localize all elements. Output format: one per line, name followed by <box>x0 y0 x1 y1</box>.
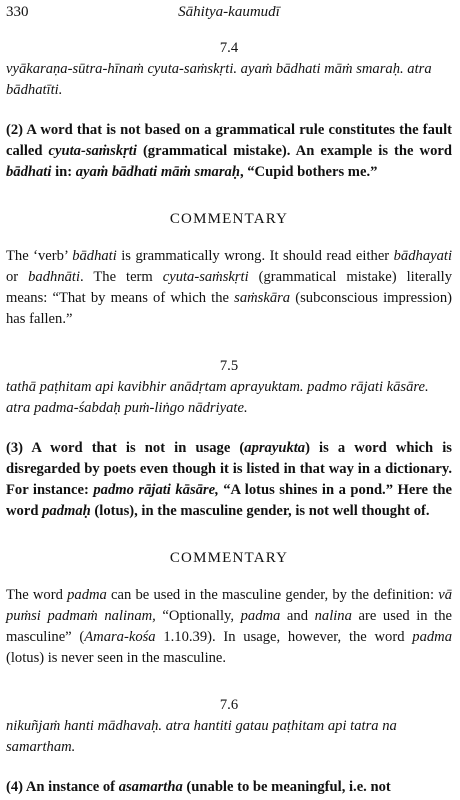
text-run: (lotus), in the masculine gender, is not well thought of. <box>90 503 430 519</box>
italic-term: padma <box>240 608 281 624</box>
italic-term: nalina <box>314 608 352 624</box>
italic-term: aprayukta <box>244 440 306 456</box>
sanskrit-verse: tathā paṭhitam api kavibhir anādṛtam aprayuktam. padmo rājati kāsāre. atra padma-śabdaḥ puṁ-liṅgo nādriyate. <box>6 379 429 416</box>
italic-term: cyuta-saṁskṛti <box>162 269 249 285</box>
text-run: and <box>280 608 315 624</box>
italic-term: padmo rājati kāsāre, <box>93 482 219 498</box>
text-run: 1.10.39). In usage, however, the word <box>155 629 413 645</box>
text-run: . The term <box>80 269 163 285</box>
verse-number: 7.6 <box>219 697 239 713</box>
text-run: can be used in the masculine gender, by the definition: <box>106 587 439 603</box>
text-run: (3) A word that is not in usage ( <box>6 440 245 456</box>
italic-term: padma <box>412 629 452 645</box>
commentary-text <box>6 585 452 669</box>
text-run: “Optionally, <box>155 608 241 624</box>
italic-term: saṁskāra <box>234 290 291 306</box>
text-run: The word <box>6 587 68 603</box>
italic-term: bādhayati <box>393 248 452 264</box>
verse-translation <box>6 777 452 798</box>
verse-number: 7.4 <box>219 40 239 56</box>
commentary-heading: COMMENTARY <box>169 550 289 566</box>
verse-translation <box>6 438 452 522</box>
text-run: (subconscious impression) has fallen.” <box>6 290 452 327</box>
verse-translation <box>6 120 452 183</box>
text-run: (lotus) is never seen in the masculine. <box>6 650 227 666</box>
text-run: (unable to be meaningful, i.e. not <box>182 779 391 795</box>
text-run: or <box>6 269 29 285</box>
italic-term: bādhati <box>72 248 117 264</box>
page-number: 330 <box>6 4 29 20</box>
italic-term: padmaḥ <box>42 503 91 519</box>
text-run: in: <box>51 164 76 180</box>
text-run: (grammatical mistake) literally means: “That by means of which the <box>6 269 452 306</box>
text-run: , “Cupid bothers me.” <box>239 164 378 180</box>
verse-number: 7.5 <box>219 358 239 374</box>
text-run: ) is a word which is disregarded by poets even though it is listed in that way in a dictionary. For instance: <box>6 440 452 498</box>
commentary-heading: COMMENTARY <box>169 211 289 227</box>
italic-term: bādhati <box>6 164 52 180</box>
text-run: “A lotus shines in a pond.” Here the word <box>6 482 452 519</box>
italic-term: badhnāti <box>28 269 81 285</box>
italic-term: ayaṁ bādhati māṁ smaraḥ <box>75 164 240 180</box>
text-run: (grammatical mistake). An example is the word <box>136 143 452 159</box>
text-run: are used in the masculine” ( <box>6 608 453 645</box>
italic-term: padma <box>67 587 107 603</box>
text-run: (4) An instance of <box>6 779 119 795</box>
commentary-text <box>6 246 452 330</box>
italic-term: Amara-kośa <box>84 629 156 645</box>
running-title: Sāhitya-kaumudī <box>178 4 280 20</box>
text-run: (2) A word that is not based on a grammatical rule constitutes the fault called <box>6 122 452 159</box>
sanskrit-verse: vyākaraṇa-sūtra-hīnaṁ cyuta-saṁskṛti. ayaṁ bādhati māṁ smaraḥ. atra bādhatīti. <box>6 61 432 98</box>
italic-term: cyuta-saṁskṛti <box>48 143 137 159</box>
italic-term: vā puṁsi padmaṁ nalinam, <box>6 587 452 624</box>
text-run: The ‘verb’ <box>6 248 73 264</box>
text-run: is grammatically wrong. It should read either <box>116 248 394 264</box>
italic-term: asamartha <box>118 779 183 795</box>
running-header <box>6 0 452 24</box>
sanskrit-verse: nikuñjaṁ hanti mādhavaḥ. atra hantiti gatau paṭhitam api tatra na samartham. <box>6 718 397 755</box>
